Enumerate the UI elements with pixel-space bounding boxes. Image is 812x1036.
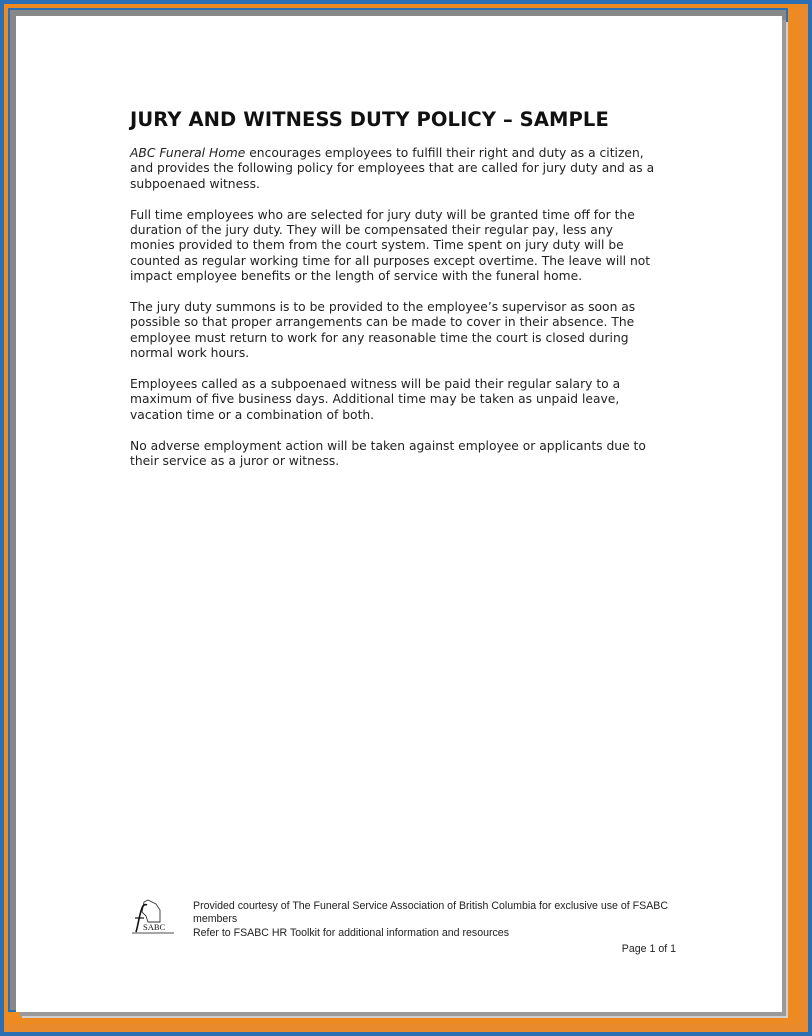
paragraph-summons: The jury duty summons is to be provided to the employee’s supervisor as soon as possible so that proper arrangements can be made to cover in their absence. The employee must return to work for any reasonable time the court is closed during normal work hours. — [130, 300, 636, 361]
paragraph-no-adverse-action: No adverse employment action will be taken against employee or applicants due to their service as a juror or witness. — [130, 438, 646, 469]
document-page — [16, 16, 782, 1012]
footer-credit — [193, 900, 673, 940]
logo-lettering: SABC — [143, 922, 166, 932]
footer-courtesy: Provided courtesy of The Funeral Service Association of British Columbia for exclusive use of FSABC members — [193, 900, 668, 926]
paragraph-witness: Employees called as a subpoenaed witness will be paid their regular salary to a maximum of five business days. Additional time may be taken as unpaid leave, vacation time or a combination of both. — [130, 377, 621, 422]
footer-reference: Refer to FSABC HR Toolkit for additional information and resources — [193, 926, 509, 939]
intro-text: encourages employees to fulfill their right and duty as a citizen, and provides the following policy for employees that are called for jury duty and as a subpoenaed witness. — [130, 146, 655, 191]
fsabc-logo-icon — [126, 896, 178, 936]
paragraph-compensation: Full time employees who are selected for jury duty will be granted time off for the duration of the jury duty. They will be compensated their regular pay, less any monies provided to them from the court system. Time spent on jury duty will be counted as regular working time for all purposes except overtime. The leave will not impact employee benefits or the length of service with the funeral home. — [130, 207, 651, 284]
page-number: Page 1 of 1 — [621, 943, 676, 955]
intro-paragraph — [130, 146, 690, 192]
company-name: ABC Funeral Home — [130, 146, 246, 160]
page-title: JURY AND WITNESS DUTY POLICY – SAMPLE — [130, 108, 609, 131]
policy-body — [130, 146, 690, 485]
